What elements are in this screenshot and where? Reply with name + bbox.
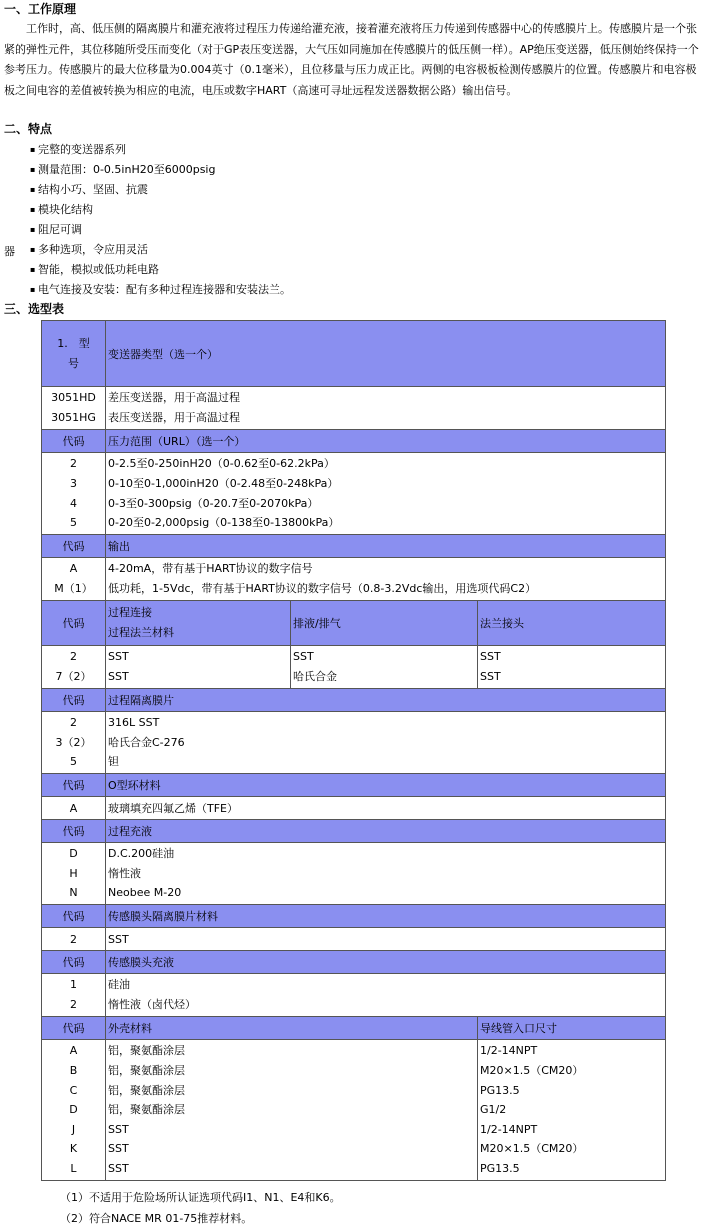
table-cell: O型环材料 [106, 774, 666, 797]
table-cell [42, 843, 106, 905]
section-1-title: 一、工作原理 [4, 2, 77, 16]
table-cell: 法兰接头 [478, 601, 666, 646]
cell-line: PG13.5 [480, 1083, 520, 1097]
table-cell: 输出 [106, 535, 666, 558]
table-cell [106, 558, 666, 601]
list-item: ▪ 阻尼可调 [30, 220, 291, 240]
cell-line: B [69, 1064, 78, 1078]
table-header-row [42, 689, 666, 712]
cell-line: M20×1.5（CM20） [480, 1064, 584, 1078]
cell-line: 铝，聚氨酯涂层 [108, 1083, 185, 1097]
section-3-title: 三、选型表 [4, 302, 65, 316]
table-header-row [42, 1017, 666, 1040]
table-cell: 传感膜头充液 [106, 951, 666, 974]
table-header-row [42, 774, 666, 797]
list-item: ▪ 电气连接及安装：配有多种过程连接器和安装法兰。 [30, 280, 291, 300]
cell-line: 3 [70, 476, 77, 490]
stray-character: 器 [4, 245, 15, 258]
table-cell: 代码 [42, 689, 106, 712]
table-cell [106, 646, 291, 689]
cell-line: 2 [70, 650, 77, 664]
table-row [42, 712, 666, 774]
cell-line: M（1） [54, 582, 93, 595]
cell-line: 0-2.5至0-250inH20（0-0.62至0-62.2kPa） [108, 457, 335, 471]
table-cell [106, 843, 666, 905]
cell-line: 3051HG [51, 411, 96, 424]
table-cell: SST [106, 928, 666, 951]
table-row [42, 387, 666, 430]
table-header-row [42, 430, 666, 453]
table-cell [42, 646, 106, 689]
table-cell: 排液/排气 [291, 601, 478, 646]
section-2-title: 二、特点 [4, 122, 53, 136]
table-cell [478, 646, 666, 689]
cell-line: SST [108, 1161, 129, 1175]
table-cell [106, 453, 666, 535]
cell-line: 5 [70, 755, 77, 769]
table-cell: 玻璃填充四氟乙烯（TFE） [106, 797, 666, 820]
cell-line: 铝，聚氨酯涂层 [108, 1064, 185, 1078]
table-row [42, 646, 666, 689]
table-cell: 代码 [42, 430, 106, 453]
table-cell [106, 712, 666, 774]
cell-line: 哈氏合金 [293, 670, 337, 683]
cell-line: 1 [70, 978, 77, 992]
table-header-row [42, 820, 666, 843]
table-cell [42, 712, 106, 774]
cell-line: 哈氏合金C-276 [108, 735, 185, 749]
cell-line: L [70, 1161, 77, 1175]
cell-line: A [69, 562, 78, 576]
table-cell [42, 387, 106, 430]
list-item: ▪ 智能，模拟或低功耗电路 [30, 260, 291, 280]
table-cell [106, 1040, 478, 1181]
cell-line: 铝，聚氨酯涂层 [108, 1103, 185, 1117]
table-cell [42, 558, 106, 601]
cell-line: 0-20至0-2,000psig（0-138至0-13800kPa） [108, 516, 340, 530]
cell-line: 惰性液（卤代烃） [108, 998, 196, 1011]
table-header-row [42, 905, 666, 928]
cell-line: D.C.200硅油 [108, 847, 175, 861]
cell-line: 316L SST [108, 716, 160, 730]
cell-line: A [69, 1044, 78, 1058]
cell-line: 3051HD [51, 391, 96, 405]
table-cell [42, 974, 106, 1017]
table-cell: 代码 [42, 951, 106, 974]
table-row [42, 453, 666, 535]
cell-line: 0-3至0-300psig（0-20.7至0-2070kPa） [108, 496, 319, 510]
table-cell [106, 601, 291, 646]
cell-line: SST [108, 650, 129, 664]
table-row [42, 928, 666, 951]
cell-line: 硅油 [108, 978, 130, 992]
cell-line: C [69, 1083, 78, 1097]
table-header-row [42, 535, 666, 558]
table-cell: A [42, 797, 106, 820]
cell-line: M20×1.5（CM20） [480, 1142, 584, 1156]
cell-line: 5 [70, 516, 77, 530]
model-type-header: 变送器类型（选一个） [106, 321, 666, 387]
table-cell: 导线管入口尺寸 [478, 1017, 666, 1040]
cell-line: K [69, 1142, 78, 1156]
cell-line: 2 [70, 457, 77, 471]
cell-line: 1/2-14NPT [480, 1122, 538, 1136]
cell-line: D [69, 1103, 78, 1117]
cell-line: 3（2） [55, 735, 92, 749]
footnote: （2）符合NACE MR 01-75推荐材料。 [60, 1212, 253, 1225]
cell-line: H [69, 866, 78, 880]
footnotes [60, 1187, 341, 1229]
table-cell: 2 [42, 928, 106, 951]
table-cell: 代码 [42, 1017, 106, 1040]
cell-line: 2 [70, 716, 77, 730]
features-list [30, 140, 291, 300]
table-cell [478, 1040, 666, 1181]
cell-line: SST [480, 650, 501, 664]
cell-line: G1/2 [480, 1103, 507, 1117]
cell-line: 过程连接 [108, 606, 152, 620]
cell-line: D [69, 847, 78, 861]
cell-line: 差压变送器，用于高温过程 [108, 391, 240, 405]
cell-line: 钽 [108, 755, 119, 769]
table-header-row [42, 951, 666, 974]
cell-line: SST [108, 1142, 129, 1156]
selection-table [41, 320, 666, 1181]
cell-line: 0-10至0-1,000inH20（0-2.48至0-248kPa） [108, 476, 339, 490]
cell-line: 过程法兰材料 [108, 626, 174, 639]
table-row [42, 797, 666, 820]
cell-line: J [71, 1122, 76, 1136]
table-cell: 压力范围（URL）（选一个） [106, 430, 666, 453]
cell-line: 惰性液 [108, 866, 141, 880]
cell-line: N [69, 886, 78, 900]
cell-line: 铝，聚氨酯涂层 [108, 1044, 185, 1058]
cell-line: Neobee M-20 [108, 886, 182, 900]
table-cell: 外壳材料 [106, 1017, 478, 1040]
cell-line: 2 [70, 998, 77, 1011]
table-cell: 过程隔离膜片 [106, 689, 666, 712]
cell-line: 1/2-14NPT [480, 1044, 538, 1058]
model-code-header: 1. 型号 [42, 321, 106, 387]
table-cell [106, 974, 666, 1017]
table-row [42, 974, 666, 1017]
list-item: ▪ 模块化结构 [30, 200, 291, 220]
cell-line: SST [108, 1122, 129, 1136]
cell-line: 低功耗，1-5Vdc，带有基于HART协议的数字信号（0.8-3.2Vdc输出，用选项代码C2） [108, 582, 537, 595]
cell-line: SST [293, 650, 314, 664]
cell-line: 表压变送器，用于高温过程 [108, 411, 240, 424]
list-item: ▪ 多种选项，令应用灵活 [30, 240, 291, 260]
table-header-row [42, 601, 666, 646]
table-cell [42, 1040, 106, 1181]
table-cell [106, 387, 666, 430]
cell-line: SST [108, 670, 129, 683]
list-item: ▪ 完整的变送器系列 [30, 140, 291, 160]
list-item: ▪ 结构小巧、坚固、抗震 [30, 180, 291, 200]
table-cell: 传感膜头隔离膜片材料 [106, 905, 666, 928]
working-principle-text: 工作时，高、低压侧的隔离膜片和灌充液将过程压力传递给灌充液，接着灌充液将压力传递到传感器中心的传感膜片上。传感膜片是一个张紧的弹性元件，其位移随所受压而变化（对于GP表压变送器，大气压如同施加在传感膜片的低压侧一样）。AP绝压变送器，低压侧始终保持一个参考压力。传感膜片的最大位移量为0.004英寸（0.1毫米），且位移量与压力成正比。两侧的电容极板检测传感膜片的位置。传感膜片和电容极板之间电容的差值被转换为相应的电流，电压或数字HART（高速可寻址远程发送器数据公路）输出信号。 [4, 22, 699, 97]
table-cell [291, 646, 478, 689]
table-row [42, 1040, 666, 1181]
table-cell: 代码 [42, 601, 106, 646]
table-header-row [42, 321, 666, 387]
footnote: （1）不适用于危险场所认证选项代码I1、N1、E4和K6。 [60, 1191, 341, 1204]
table-row [42, 558, 666, 601]
cell-line: PG13.5 [480, 1161, 520, 1175]
cell-line: 4-20mA，带有基于HART协议的数字信号 [108, 562, 313, 576]
table-cell: 代码 [42, 535, 106, 558]
table-cell: 代码 [42, 905, 106, 928]
table-cell [42, 453, 106, 535]
list-item: ▪ 测量范围：0-0.5inH20至6000psig [30, 160, 291, 180]
cell-line: 4 [70, 496, 77, 510]
cell-line: SST [480, 670, 501, 683]
table-cell: 代码 [42, 820, 106, 843]
cell-line: 7（2） [55, 670, 92, 683]
table-cell: 过程充液 [106, 820, 666, 843]
table-cell: 代码 [42, 774, 106, 797]
table-row [42, 843, 666, 905]
